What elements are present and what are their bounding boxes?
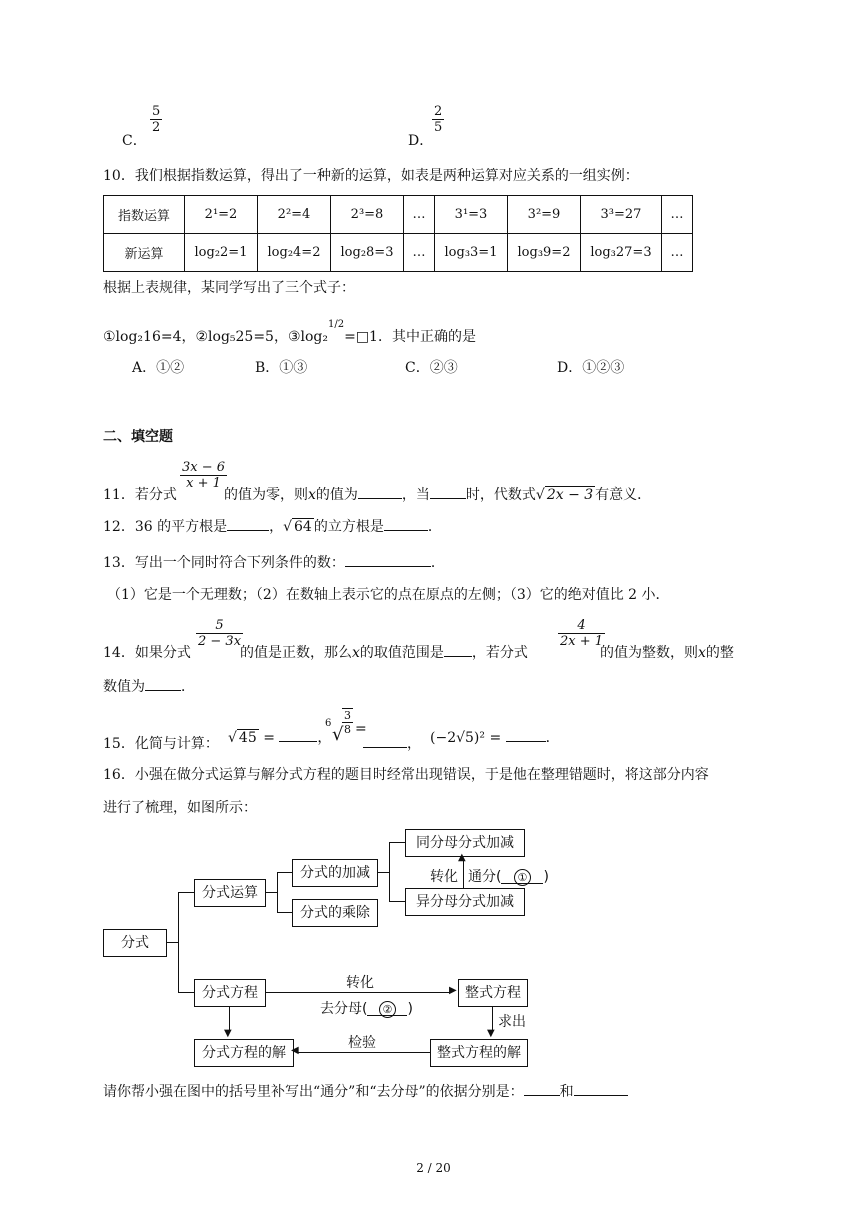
page-number: 2 / 20 (416, 1161, 451, 1175)
fraction-denominator: 8 (344, 723, 351, 736)
arrow-up (463, 860, 464, 888)
circle-mark: ② (379, 1001, 396, 1018)
node-fraction: 分式 (103, 929, 167, 957)
node-fraction-operations: 分式运算 (194, 879, 266, 907)
equals: = (355, 721, 367, 737)
connector (389, 901, 405, 902)
expr3: (−2√5)² = (430, 730, 502, 746)
arrow-left (298, 1052, 430, 1053)
q14-line2-text: 数值为 (103, 679, 145, 695)
fraction-denominator: 2 − 3x (198, 634, 242, 649)
table-cell: 2²=4 (258, 196, 331, 234)
q16-question-text: 请你帮小强在图中的括号里补写出“通分”和“去分母”的依据分别是： (103, 1084, 524, 1100)
fraction-denominator: 5 (434, 120, 443, 135)
connector (389, 842, 390, 902)
q11-mid2: 的值为 (315, 487, 358, 503)
close-paren: ) (543, 869, 549, 885)
label-solve: 求出 (498, 1014, 526, 1030)
table-cell: … (404, 196, 435, 234)
operations-table (103, 195, 693, 272)
table-cell: log₃9=2 (508, 234, 581, 272)
formulas-exponent: 1/2 (328, 319, 345, 330)
q12-a: 12．36 的平方根是 (103, 519, 228, 535)
q11-mid3: ，当 (401, 487, 430, 503)
fraction-denominator: x + 1 (180, 475, 227, 491)
var-x: x (308, 487, 316, 503)
answer-blank[interactable] (430, 484, 466, 499)
tongfen-text: 通分( (468, 869, 502, 885)
q11-suffix: 有意义． (595, 487, 652, 503)
table-cell: log₂4=2 (258, 234, 331, 272)
q10-option-a: A．①② (132, 360, 185, 376)
fraction-numerator: 3 (344, 709, 351, 722)
fraction-numerator: 4 (577, 618, 586, 633)
q13-line1 (103, 552, 445, 572)
q12-b: ， (269, 519, 284, 535)
arrowhead-right: ▶ (449, 985, 457, 996)
q16-line2: 进行了梳理，如图所示： (103, 800, 257, 816)
q14-fraction-1 (196, 618, 243, 649)
table-cell: 3¹=3 (435, 196, 508, 234)
q15-prefix: 15．化简与计算： (103, 736, 219, 752)
answer-blank[interactable] (574, 1081, 628, 1096)
connector (178, 992, 194, 993)
separator: ， (317, 730, 332, 746)
label-convert: 转化 (346, 975, 374, 991)
fraction-denominator: 2 (152, 120, 161, 135)
fraction-numerator: 5 (215, 618, 224, 633)
q12-text: 12．36 的平方根是 ，√ 64 的立方根是 ． (103, 516, 442, 536)
q14-prefix: 14．如果分式 (103, 645, 191, 661)
connector (178, 892, 179, 993)
q11-prefix: 11．若分式 (103, 487, 177, 503)
q14-mid (240, 642, 528, 662)
label-convert: 转化 (430, 869, 458, 885)
node-integer-equation: 整式方程 (458, 979, 528, 1007)
option-d-label: D． (408, 133, 434, 149)
table-cell: … (404, 234, 435, 272)
q12-c: 的立方根是 (313, 519, 384, 535)
node-fraction-equation: 分式方程 (194, 979, 266, 1007)
answer-blank[interactable] (524, 1081, 560, 1096)
sqrt-expression: 2x − 3 (546, 487, 594, 503)
answer-blank-1[interactable] (501, 869, 543, 884)
q10-option-c: C．②③ (405, 360, 458, 376)
answer-blank[interactable] (506, 727, 546, 742)
formulas-part-a: ①log₂16=4，②log₅25=5，③log₂ (103, 329, 328, 345)
q14-line2 (103, 676, 195, 696)
node-different-denominator: 异分母分式加减 (405, 888, 525, 916)
connector (277, 872, 278, 913)
q11-text: 的值为零，则x的值为 ，当 时，代数式√ 2x − 3 有意义． (224, 484, 651, 504)
connector (178, 892, 194, 893)
q13-text: 13．写出一个同时符合下列条件的数： (103, 555, 345, 571)
fraction-denominator: 2x + 1 (560, 634, 604, 649)
connector (277, 872, 292, 873)
close-paren: ) (407, 1001, 413, 1017)
q14-fraction-2 (558, 618, 605, 649)
fraction-numerator: 5 (152, 104, 161, 119)
arrowhead-up: ▲ (458, 852, 466, 863)
q10-stem: 10．我们根据指数运算，得出了一种新的运算，如表是两种运算对应关系的一组实例： (103, 168, 639, 184)
answer-blank[interactable] (145, 676, 181, 691)
connector (377, 872, 389, 873)
q16-line1: 16．小强在做分式运算与解分式方程的题目时经常出现错误，于是他在整理错题时，将这部分内容 (103, 767, 709, 783)
q11-mid1: 的值为零，则 (224, 487, 308, 503)
sqrt-expression: 64 (294, 519, 312, 535)
answer-blank[interactable] (384, 516, 428, 531)
var-x: x (352, 645, 360, 661)
table-cell: log₂2=1 (185, 234, 258, 272)
table-cell: log₃27=3 (581, 234, 662, 272)
q14-d: ，若分式 (471, 645, 528, 661)
fraction-numerator: 2 (434, 104, 443, 119)
q15-expr3 (430, 727, 560, 747)
node-multiply-divide: 分式的乘除 (292, 899, 378, 927)
q13-end: ． (430, 555, 445, 571)
q11-fraction (180, 460, 227, 491)
q13-line2: （1）它是一个无理数；（2）在数轴上表示它的点在原点的左侧；（3）它的绝对值比 2 小． (107, 587, 670, 603)
table-cell: 3³=27 (581, 196, 662, 234)
arrowhead-down: ▼ (224, 1028, 232, 1039)
q14-tail (600, 642, 734, 662)
fraction-numerator: 3x − 6 (182, 460, 226, 475)
formulas-part-b: =□1．其中正确的是 (344, 329, 476, 345)
node-integer-solution: 整式方程的解 (430, 1039, 528, 1067)
table-row (104, 196, 693, 234)
q12-d: ． (427, 519, 442, 535)
table-row (104, 234, 693, 272)
q14-b: 的值是正数，那么 (240, 645, 352, 661)
connector (389, 842, 405, 843)
q11-mid4: 时，代数式 (465, 487, 536, 503)
answer-blank[interactable] (345, 552, 431, 567)
qufenmu-text: 去分母( (320, 1001, 368, 1017)
radical-sign: √ (332, 724, 344, 745)
q15-expr2-answer (363, 733, 421, 753)
connector (265, 892, 277, 893)
arrowhead-left: ◀ (291, 1045, 299, 1056)
table-cell: … (662, 196, 693, 234)
option-c-label: C． (122, 133, 147, 149)
equals: = (263, 730, 275, 746)
answer-blank[interactable] (279, 727, 317, 742)
node-add-subtract: 分式的加减 (292, 859, 378, 887)
table-cell: log₃3=1 (435, 234, 508, 272)
circle-mark: ① (514, 869, 531, 886)
table-cell: … (662, 234, 693, 272)
q15-inner-fraction (342, 708, 353, 736)
q10-option-d: D．①②③ (557, 360, 625, 376)
end: ． (545, 730, 560, 746)
table-cell: 2¹=2 (185, 196, 258, 234)
q14-f: 的整 (705, 645, 734, 661)
label-check: 检验 (348, 1035, 376, 1051)
q15-expr1: √ 45 = ， (228, 727, 331, 747)
node-same-denominator: 同分母分式加减 (405, 829, 525, 857)
node-fraction-solution: 分式方程的解 (194, 1039, 294, 1067)
q10-line2: 根据上表规律，某同学写出了三个式子： (103, 280, 355, 296)
label-qufenmu (320, 998, 413, 1018)
table-header-cell: 新运算 (104, 234, 185, 272)
answer-blank[interactable] (358, 484, 402, 499)
option-c-fraction (150, 104, 162, 135)
table-cell: log₂8=3 (331, 234, 404, 272)
separator: ， (407, 736, 421, 752)
root-index: 6 (325, 718, 332, 729)
connector (166, 942, 178, 943)
answer-blank[interactable] (444, 642, 472, 657)
table-cell: 3²=9 (508, 196, 581, 234)
answer-blank-2[interactable] (367, 1001, 407, 1016)
label-tongfen (468, 866, 549, 886)
connector (277, 912, 292, 913)
section-title: 二、填空题 (103, 429, 173, 445)
option-d-fraction (432, 104, 444, 135)
answer-blank[interactable] (227, 516, 269, 531)
q14-e: 的值为整数，则 (600, 645, 698, 661)
table-cell: 2³=8 (331, 196, 404, 234)
var-x: x (698, 645, 706, 661)
sqrt-expression: 45 (238, 730, 257, 746)
q10-formulas (103, 319, 476, 346)
answer-blank[interactable] (363, 733, 407, 748)
q14-c: 的取值范围是 (359, 645, 444, 661)
q16-question (103, 1081, 628, 1101)
q14-line2-end: ． (181, 679, 195, 695)
q16-and: 和 (559, 1084, 574, 1100)
table-header-cell: 指数运算 (104, 196, 185, 234)
arrowhead-down: ▼ (487, 1028, 495, 1039)
arrow-right (265, 992, 451, 993)
q10-option-b: B．①③ (255, 360, 308, 376)
